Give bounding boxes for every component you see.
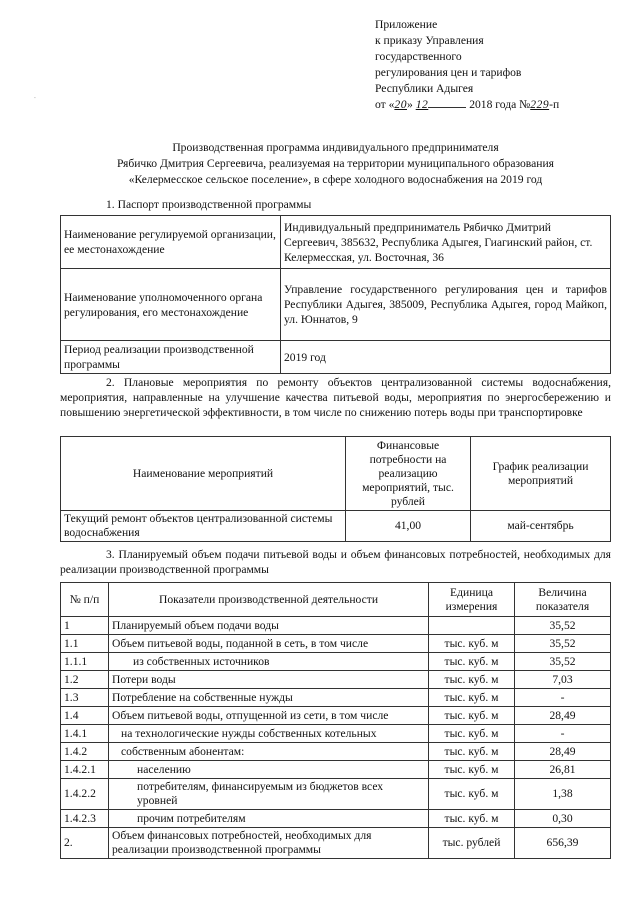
unit: тыс. куб. м xyxy=(429,653,515,671)
measure-cost: 41,00 xyxy=(346,511,471,542)
unit: тыс. куб. м xyxy=(429,761,515,779)
table-row xyxy=(61,635,611,653)
indicator-name: Потери воды xyxy=(109,671,429,689)
unit: тыс. куб. м xyxy=(429,810,515,828)
indicator-name: прочим потребителям xyxy=(109,810,429,828)
passport-table xyxy=(60,215,611,374)
appendix-line: Приложение xyxy=(375,18,438,31)
column-header: Величина показателя xyxy=(515,583,611,617)
indicator-value: 28,49 xyxy=(515,743,611,761)
unit: тыс. рублей xyxy=(429,828,515,859)
title-line: «Келермесское сельское поселение», в сфере холодного водоснабжения на 2019 год xyxy=(128,173,543,186)
measures-table xyxy=(60,436,611,542)
column-header: Показатели производственной деятельности xyxy=(109,583,429,617)
column-header: Наименование мероприятий xyxy=(61,437,346,511)
section2-text: 2. Плановые мероприятия по ремонту объектов централизованной системы водоснабжения, мероприятия, направленные на улучшение качества питьевой воды, мероприятия по энергосбережению и повышению энергетической эффективности, в том числе по снижению потерь воды при транспортировке xyxy=(60,376,611,419)
row-label: Наименование регулируемой организации, ее местонахождение xyxy=(61,216,281,269)
row-number: 1.1 xyxy=(61,635,109,653)
table-row xyxy=(61,617,611,635)
row-number: 1.1.1 xyxy=(61,653,109,671)
indicator-value: 1,38 xyxy=(515,779,611,810)
row-number: 1.4.1 xyxy=(61,725,109,743)
indicator-name: из собственных источников xyxy=(109,653,429,671)
scan-mark: ⸳ xyxy=(34,93,36,101)
row-label: Период реализации производственной программы xyxy=(61,341,281,374)
table-row xyxy=(61,511,611,542)
section3-text: 3. Планируемый объем подачи питьевой воды и объем финансовых потребностей, необходимых для реализации производственной программы xyxy=(60,548,611,576)
table-row xyxy=(61,341,611,374)
handwritten-month: 12 xyxy=(415,98,429,111)
measure-schedule: май-сентябрь xyxy=(471,511,611,542)
table-row xyxy=(61,779,611,810)
appendix-line: Республики Адыгея xyxy=(375,82,474,95)
table-row xyxy=(61,725,611,743)
handwritten-day: 20 xyxy=(394,98,407,111)
row-value: 2019 год xyxy=(281,341,611,374)
table-row xyxy=(61,689,611,707)
row-number: 1.4 xyxy=(61,707,109,725)
appendix-line: к приказу Управления xyxy=(375,34,484,47)
row-value: Индивидуальный предприниматель Рябичко Дмитрий Сергеевич, 385632, Республика Адыгея, Гиагинский район, ст. Келермесская, ул. Восточная, 36 xyxy=(281,216,611,269)
table-row xyxy=(61,743,611,761)
table-row xyxy=(61,269,611,341)
date-year: 2018 года № xyxy=(466,98,531,111)
title-line: Рябичко Дмитрия Сергеевича, реализуемая на территории муниципального образования xyxy=(116,157,555,170)
indicator-name: Объем финансовых потребностей, необходимых для реализации производственной программы xyxy=(109,828,429,859)
indicator-value: 35,52 xyxy=(515,635,611,653)
date-prefix: от « xyxy=(375,98,395,111)
table-row xyxy=(61,761,611,779)
table-row xyxy=(61,707,611,725)
table-row xyxy=(61,216,611,269)
table-header-row xyxy=(61,583,611,617)
unit: тыс. куб. м xyxy=(429,707,515,725)
row-number: 1.4.2.1 xyxy=(61,761,109,779)
unit: тыс. куб. м xyxy=(429,743,515,761)
handwritten-number: 229 xyxy=(530,98,550,111)
order-date-line xyxy=(375,97,559,113)
indicator-name: населению xyxy=(109,761,429,779)
unit: тыс. куб. м xyxy=(429,689,515,707)
indicator-value: - xyxy=(515,725,611,743)
indicator-name: Объем питьевой воды, отпущенной из сети, в том числе xyxy=(109,707,429,725)
indicator-value: 7,03 xyxy=(515,671,611,689)
title-line: Производственная программа индивидуального предпринимателя xyxy=(172,141,499,154)
indicators-table xyxy=(60,582,611,859)
appendix-header xyxy=(375,17,559,113)
indicator-value: 656,39 xyxy=(515,828,611,859)
unit: тыс. куб. м xyxy=(429,779,515,810)
indicator-name: собственным абонентам: xyxy=(109,743,429,761)
indicator-name: Потребление на собственные нужды xyxy=(109,689,429,707)
number-suffix: -п xyxy=(549,98,560,111)
blank-line xyxy=(428,107,466,108)
date-mid: » xyxy=(407,98,416,111)
indicator-name: потребителям, финансируемым из бюджетов всех уровней xyxy=(109,779,429,810)
indicator-name: Планируемый объем подачи воды xyxy=(109,617,429,635)
indicator-value: 28,49 xyxy=(515,707,611,725)
table-row xyxy=(61,671,611,689)
unit xyxy=(429,617,515,635)
unit: тыс. куб. м xyxy=(429,725,515,743)
table-row xyxy=(61,828,611,859)
row-number: 1.3 xyxy=(61,689,109,707)
indicator-value: - xyxy=(515,689,611,707)
indicator-value: 0,30 xyxy=(515,810,611,828)
unit: тыс. куб. м xyxy=(429,635,515,653)
column-header: График реализации мероприятий xyxy=(471,437,611,511)
appendix-line: государственного xyxy=(375,50,462,63)
indicator-value: 35,52 xyxy=(515,653,611,671)
row-number: 1 xyxy=(61,617,109,635)
column-header: № п/п xyxy=(61,583,109,617)
row-number: 1.2 xyxy=(61,671,109,689)
table-row xyxy=(61,653,611,671)
measure-name: Текущий ремонт объектов централизованной системы водоснабжения xyxy=(61,511,346,542)
table-row xyxy=(61,810,611,828)
unit: тыс. куб. м xyxy=(429,671,515,689)
indicator-value: 35,52 xyxy=(515,617,611,635)
document-title xyxy=(60,140,611,188)
appendix-line: регулирования цен и тарифов xyxy=(375,66,522,79)
row-number: 2. xyxy=(61,828,109,859)
column-header: Единица измерения xyxy=(429,583,515,617)
section1-heading: 1. Паспорт производственной программы xyxy=(106,198,312,211)
indicator-name: на технологические нужды собственных котельных xyxy=(109,725,429,743)
row-value: Управление государственного регулирования цен и тарифов Республики Адыгея, 385009, Республика Адыгея, город Майкоп, ул. Юннатов, 9 xyxy=(281,269,611,341)
table-header-row xyxy=(61,437,611,511)
row-number: 1.4.2.2 xyxy=(61,779,109,810)
row-number: 1.4.2 xyxy=(61,743,109,761)
row-number: 1.4.2.3 xyxy=(61,810,109,828)
indicator-value: 26,81 xyxy=(515,761,611,779)
column-header: Финансовые потребности на реализацию мероприятий, тыс. рублей xyxy=(346,437,471,511)
row-label: Наименование уполномоченного органа регулирования, его местонахождение xyxy=(61,269,281,341)
indicator-name: Объем питьевой воды, поданной в сеть, в том числе xyxy=(109,635,429,653)
